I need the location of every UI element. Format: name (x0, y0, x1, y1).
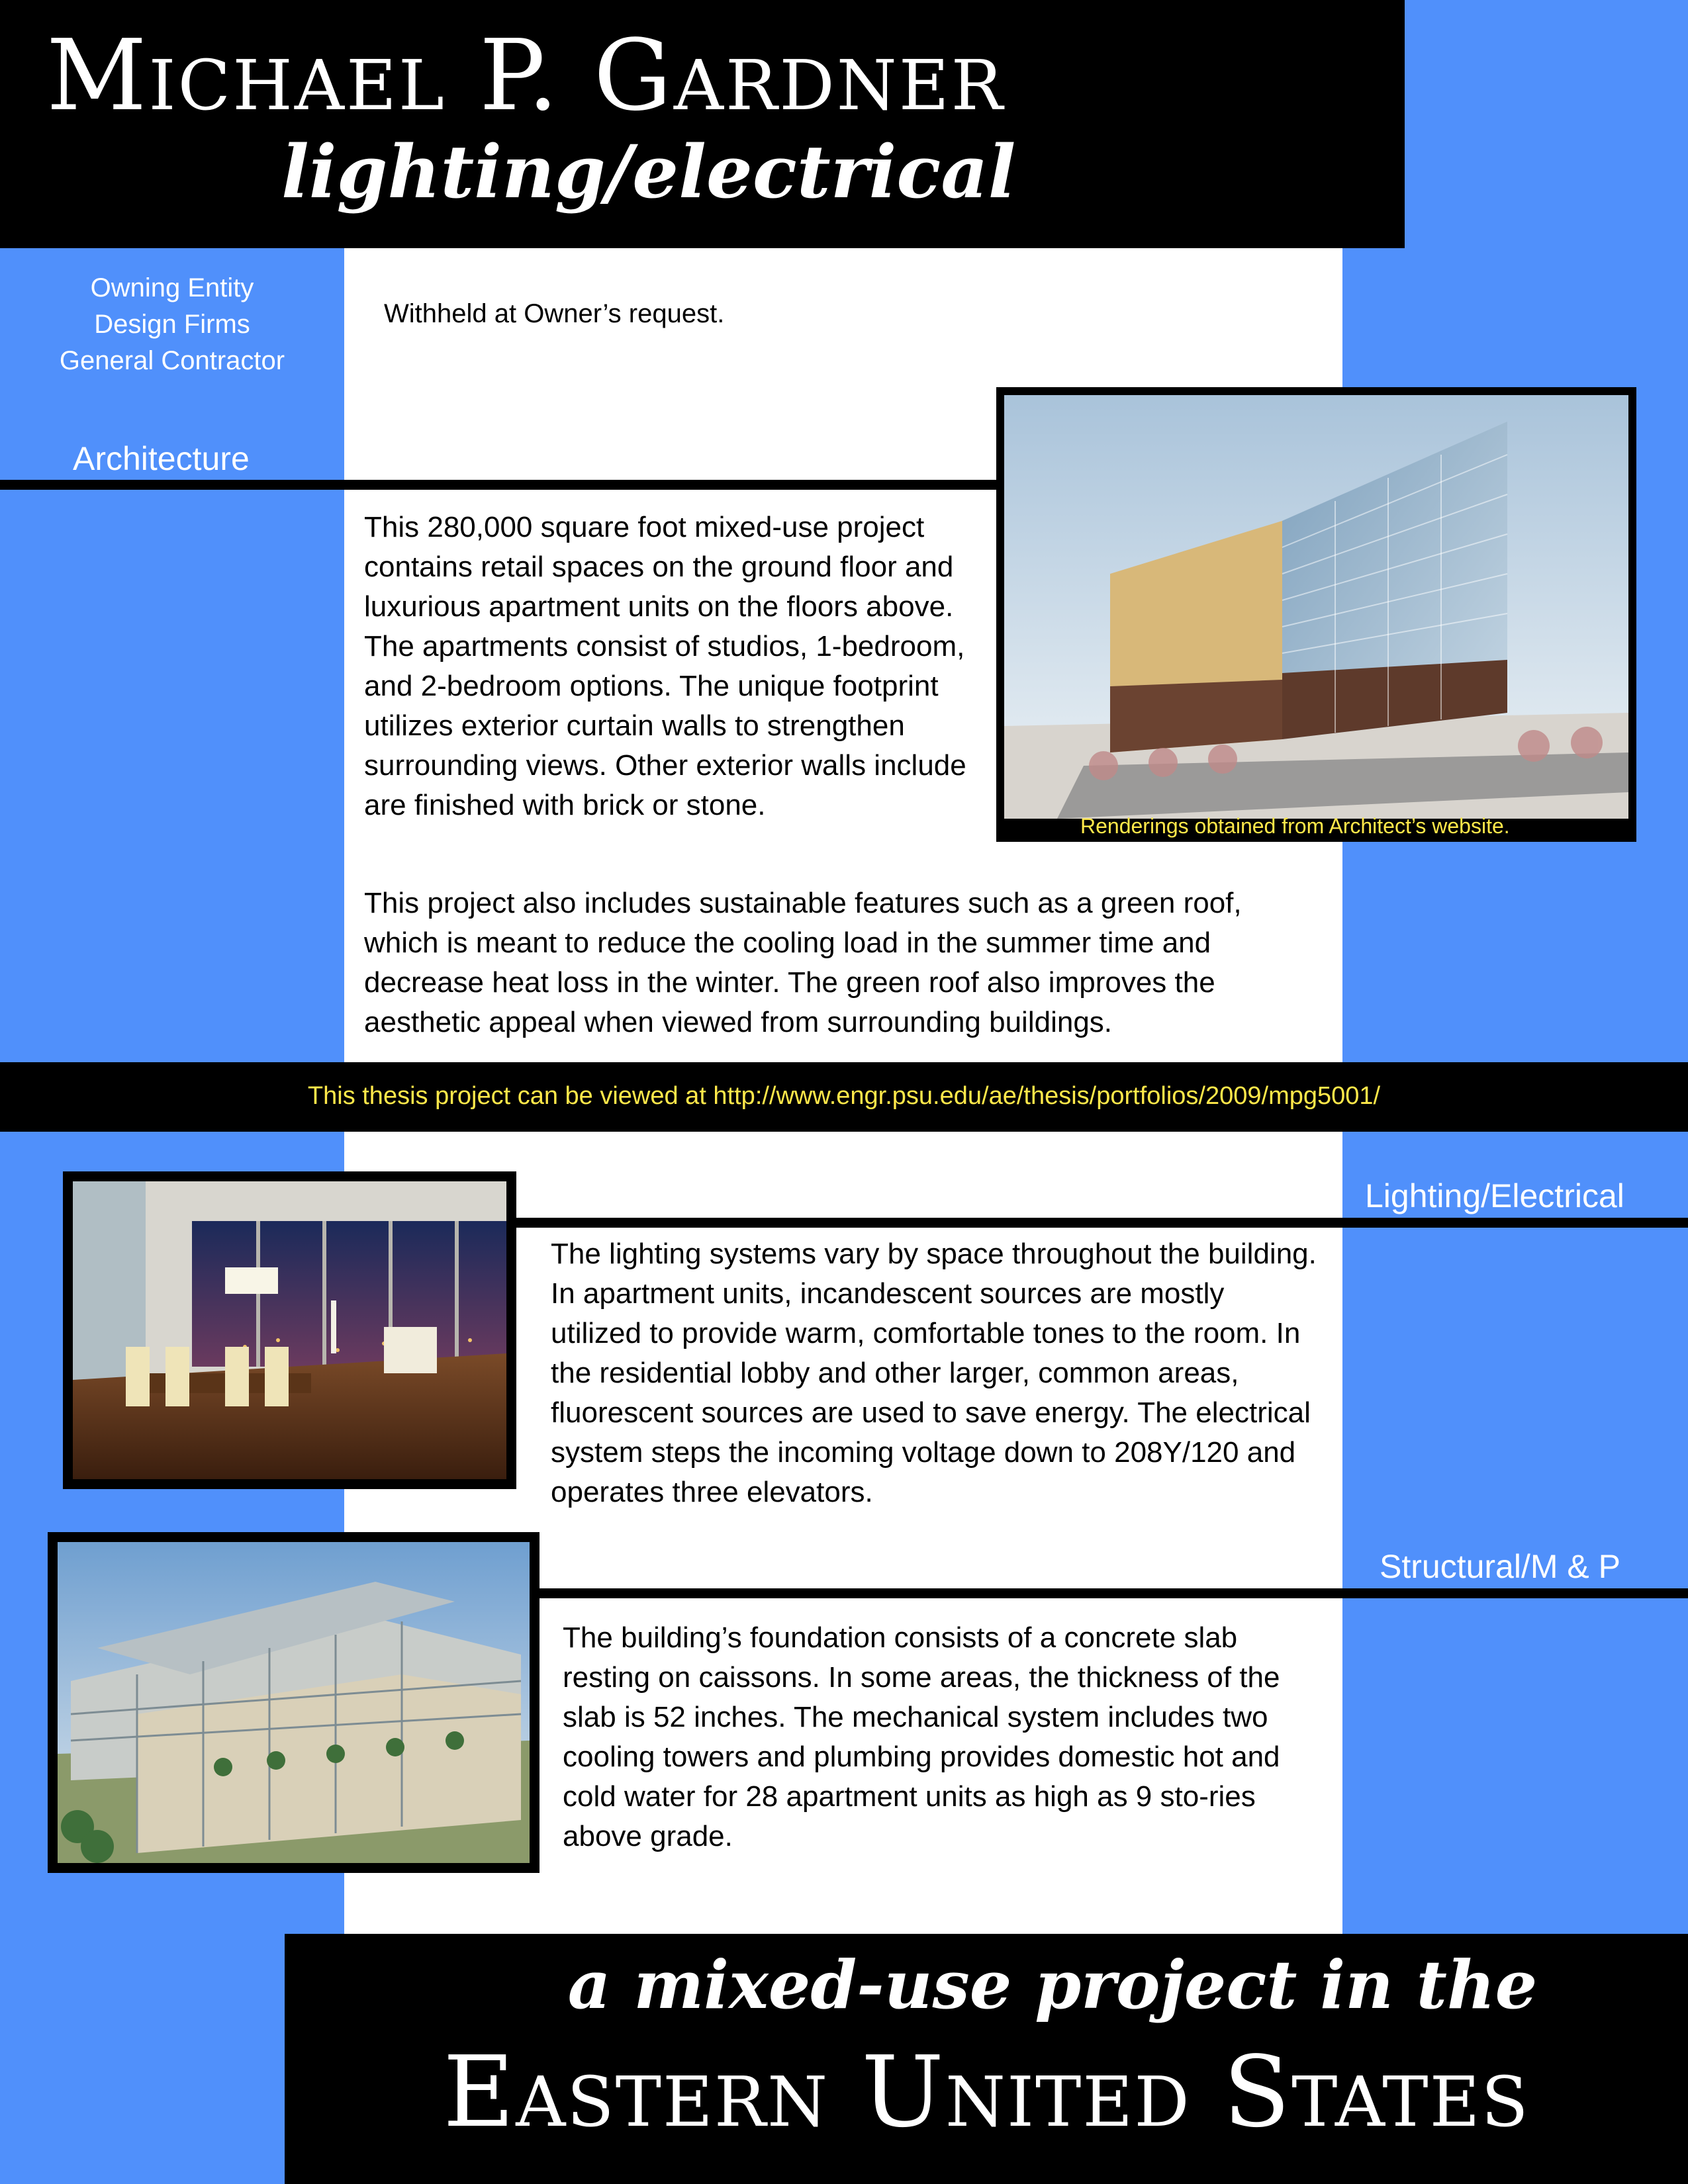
lighting-electrical-label: Lighting/Electrical (1365, 1177, 1624, 1214)
owning-entity-label: Owning Entity (90, 273, 254, 302)
blue-right-strip-header (1405, 0, 1688, 248)
apartment-interior-photo (63, 1171, 516, 1489)
architecture-paragraph-1: This 280,000 square foot mixed-use project contains retail spaces on the ground floor and luxurious apartment units on the floors above. The apartments consist of studios, 1-bedroom, and 2-bedroom options. The unique footprint utilizes exterior curtain walls to strengthen surrounding views. Other exterior walls include are finished with brick or stone. (364, 511, 966, 821)
design-firms-label: Design Firms (94, 310, 250, 339)
building-exterior-photo (996, 387, 1636, 842)
architecture-paragraph-2: This project also includes sustainable features such as a green roof, which is meant to reduce the cooling load in the summer time and decrease heat loss in the winter. The green roof also improves the aesthetic appeal when viewed from surrounding buildings. (364, 887, 1242, 1038)
image-caption: Renderings obtained from Architect’s website. (1080, 814, 1510, 838)
author-discipline: lighting/electrical (281, 129, 1016, 214)
green-roof-photo (48, 1532, 539, 1873)
project-team-value: Withheld at Owner’s request. (384, 299, 725, 328)
thesis-link[interactable]: This thesis project can be viewed at http://www.engr.psu.edu/ae/thesis/portfolios/2009/mpg5001/ (307, 1082, 1381, 1110)
structural-mp-label: Structural/M & P (1380, 1548, 1620, 1585)
structural-mp-rule (535, 1588, 1688, 1598)
footer-subtitle: a mixed-use project in the (567, 1946, 1538, 2024)
lighting-electrical-rule (510, 1218, 1688, 1228)
blue-right-column-bottom (1342, 1132, 1688, 1934)
author-name: Michael P. Gardner (46, 19, 1005, 132)
general-contractor-label: General Contractor (59, 346, 285, 375)
lighting-electrical-text: The lighting systems vary by space throughout the building. In apartment units, incandescent sources are mostly utilized to provide warm, comfortable tones to the room. In the residential lobby and other larger, common areas, fluorescent sources are used to save energy. The electrical system steps the incoming voltage down to 208Y/120 and operates three elevators. (551, 1238, 1317, 1508)
blue-footer-left (0, 1934, 285, 2184)
structural-mp-text: The building’s foundation consists of a concrete slab resting on caissons. In some areas, the thickness of the slab is 52 inches. The mechanical system includes two cooling towers and plumbing provides domestic hot and cold water for 28 apartment units as high as 9 sto-ries above grade. (563, 1621, 1280, 1852)
footer-title: Eastern United States (443, 2035, 1530, 2149)
architecture-rule (0, 480, 1006, 490)
architecture-label: Architecture (73, 440, 250, 477)
